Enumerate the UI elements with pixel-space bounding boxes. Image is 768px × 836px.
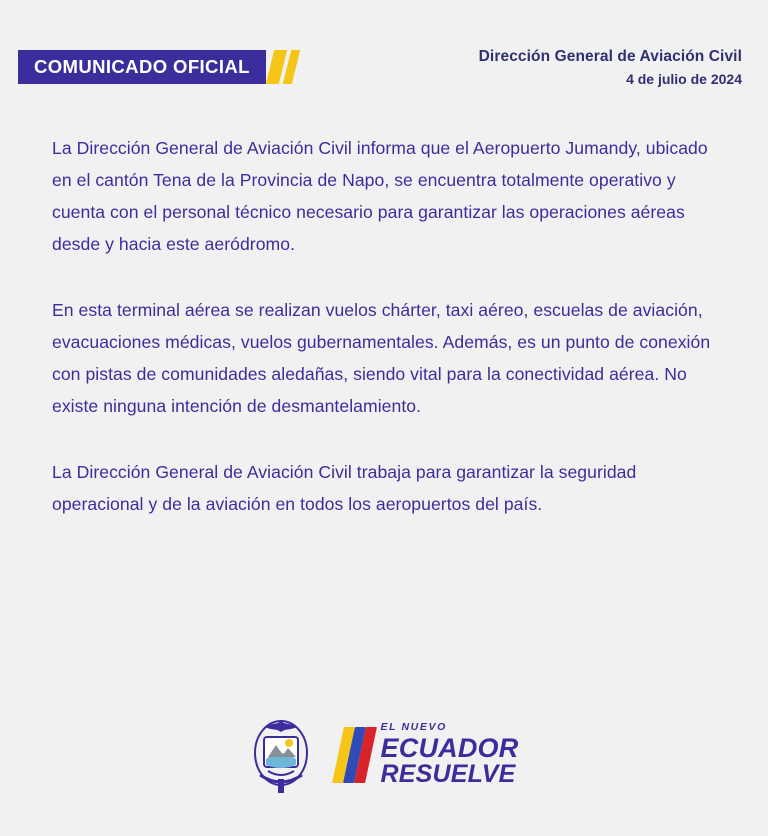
paragraph-1: La Dirección General de Aviación Civil informa que el Aeropuerto Jumandy, ubicado en el cantón Tena de la Provincia de Napo, se encuentra totalmente operativo y cuenta con el personal técnico necesario para garantizar las operaciones aéreas desde y hacia este aeródromo. (52, 138, 708, 255)
document-header (0, 42, 768, 102)
issuing-organization: Dirección General de Aviación Civil (478, 48, 742, 65)
flag-stripes-icon (332, 727, 377, 783)
publication-date: 4 de julio de 2024 (626, 71, 742, 87)
brand-tagline: EL NUEVO (380, 721, 447, 734)
paragraph-3: La Dirección General de Aviación Civil trabaja para garantizar la seguridad operacional y de la aviación en todos los aeropuertos del país. (52, 462, 637, 515)
document-footer (0, 700, 768, 810)
communique-body (52, 132, 718, 520)
comunicado-oficial-badge (18, 50, 296, 84)
brand-line-ecuador: ECUADOR (380, 732, 519, 763)
coat-of-arms-icon (250, 713, 312, 797)
paragraph-2: En esta terminal aérea se realizan vuelos chárter, taxi aéreo, escuelas de aviación, evacuaciones médicas, vuelos gubernamentales. Además, es un punto de conexión con pistas de comunidades aledañas, siendo vital para la conectividad aérea. No existe ninguna intención de desmantelamiento. (52, 300, 711, 417)
header-meta (479, 48, 742, 87)
ecuador-resuelve-logo (338, 722, 519, 788)
brand-text (381, 722, 519, 788)
brand-line-resuelve: RESUELVE (380, 760, 516, 789)
badge-label: COMUNICADO OFICIAL (18, 50, 266, 84)
